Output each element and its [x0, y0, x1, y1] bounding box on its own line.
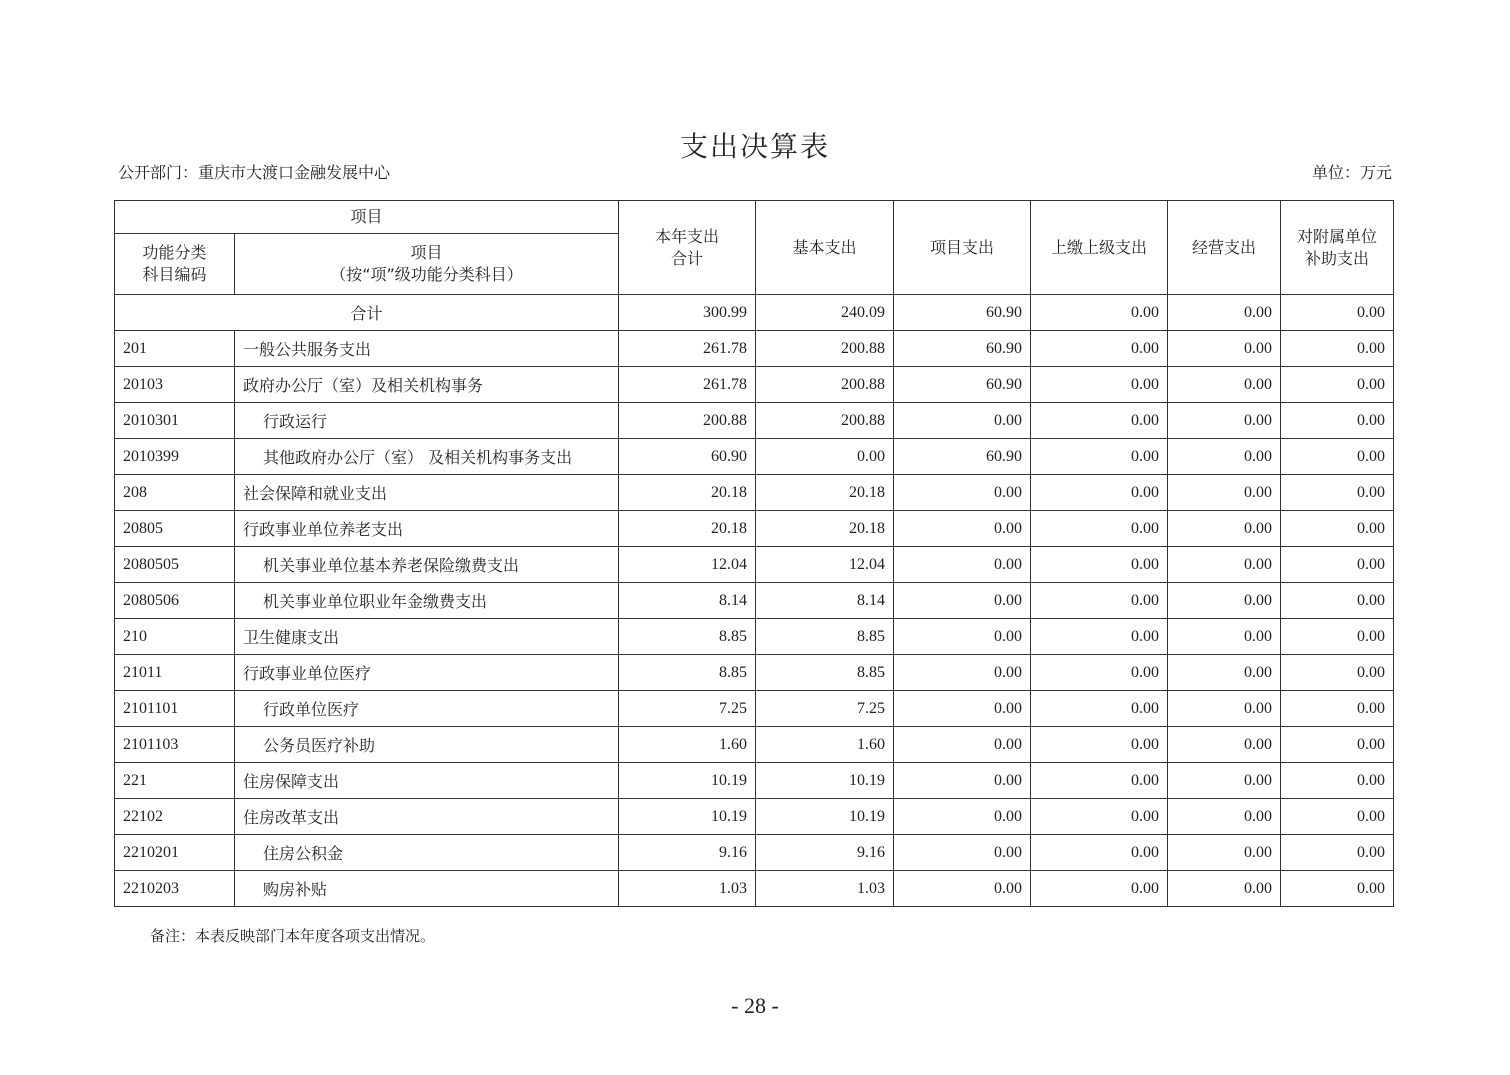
row-value: 0.00 — [894, 547, 1031, 583]
row-value: 1.60 — [756, 727, 894, 763]
row-value: 0.00 — [1031, 367, 1168, 403]
row-code: 2080505 — [115, 547, 235, 583]
table-row — [115, 655, 1394, 691]
total-value: 300.99 — [619, 295, 756, 331]
row-code: 22102 — [115, 799, 235, 835]
row-value: 8.85 — [756, 619, 894, 655]
row-value: 0.00 — [1031, 475, 1168, 511]
page-title: 支出决算表 — [679, 130, 830, 163]
row-value: 20.18 — [619, 511, 756, 547]
row-value: 200.88 — [756, 331, 894, 367]
row-value: 0.00 — [1168, 763, 1281, 799]
table-row — [115, 871, 1394, 907]
row-value: 0.00 — [894, 619, 1031, 655]
row-value: 0.00 — [1168, 835, 1281, 871]
table-header — [115, 201, 1394, 295]
row-value: 0.00 — [894, 727, 1031, 763]
row-value: 0.00 — [1281, 583, 1394, 619]
row-value: 261.78 — [619, 367, 756, 403]
table-body — [115, 295, 1394, 907]
header-name: 项目 （按“项”级功能分类科目） — [235, 234, 619, 295]
header-project-group: 项目 — [115, 201, 619, 234]
row-code: 2010301 — [115, 403, 235, 439]
row-name: 社会保障和就业支出 — [235, 475, 619, 511]
row-value: 60.90 — [894, 367, 1031, 403]
table-row — [115, 475, 1394, 511]
row-value: 60.90 — [894, 331, 1031, 367]
row-name: 一般公共服务支出 — [235, 331, 619, 367]
header-project: 项目支出 — [894, 201, 1031, 295]
row-code: 221 — [115, 763, 235, 799]
header-code: 功能分类 科目编码 — [115, 234, 235, 295]
row-value: 0.00 — [1281, 835, 1394, 871]
row-value: 0.00 — [1281, 763, 1394, 799]
row-value: 200.88 — [756, 403, 894, 439]
table-row — [115, 763, 1394, 799]
total-value: 0.00 — [1281, 295, 1394, 331]
row-value: 0.00 — [1281, 547, 1394, 583]
row-value: 0.00 — [1168, 799, 1281, 835]
row-value: 0.00 — [1168, 439, 1281, 475]
row-code: 21011 — [115, 655, 235, 691]
row-value: 0.00 — [1281, 871, 1394, 907]
row-name: 购房补贴 — [235, 871, 619, 907]
row-value: 8.85 — [619, 619, 756, 655]
row-value: 0.00 — [1031, 799, 1168, 835]
row-value: 1.60 — [619, 727, 756, 763]
row-code: 2101101 — [115, 691, 235, 727]
row-value: 0.00 — [1168, 547, 1281, 583]
row-value: 10.19 — [619, 763, 756, 799]
row-value: 0.00 — [1031, 439, 1168, 475]
row-value: 0.00 — [1031, 403, 1168, 439]
row-value: 0.00 — [756, 439, 894, 475]
total-value: 60.90 — [894, 295, 1031, 331]
row-value: 0.00 — [894, 475, 1031, 511]
table-row — [115, 367, 1394, 403]
row-value: 0.00 — [1031, 547, 1168, 583]
unit-label: 单位：万元 — [1311, 163, 1392, 182]
row-name: 行政运行 — [235, 403, 619, 439]
row-value: 0.00 — [894, 691, 1031, 727]
header-subsidy: 对附属单位 补助支出 — [1281, 201, 1394, 295]
row-value: 0.00 — [1031, 583, 1168, 619]
table-row — [115, 835, 1394, 871]
header-total: 本年支出 合计 — [619, 201, 756, 295]
row-value: 10.19 — [756, 763, 894, 799]
row-value: 0.00 — [1168, 403, 1281, 439]
row-value: 0.00 — [1281, 331, 1394, 367]
row-value: 0.00 — [1168, 691, 1281, 727]
row-value: 20.18 — [619, 475, 756, 511]
row-name: 住房保障支出 — [235, 763, 619, 799]
row-value: 0.00 — [1281, 691, 1394, 727]
row-value: 60.90 — [619, 439, 756, 475]
row-value: 200.88 — [756, 367, 894, 403]
row-value: 0.00 — [894, 763, 1031, 799]
row-value: 8.85 — [619, 655, 756, 691]
row-code: 20103 — [115, 367, 235, 403]
row-value: 0.00 — [1168, 619, 1281, 655]
row-value: 12.04 — [756, 547, 894, 583]
table-row — [115, 691, 1394, 727]
row-value: 8.14 — [756, 583, 894, 619]
row-value: 0.00 — [894, 511, 1031, 547]
row-value: 0.00 — [1168, 475, 1281, 511]
table-row — [115, 799, 1394, 835]
row-code: 208 — [115, 475, 235, 511]
row-value: 0.00 — [894, 403, 1031, 439]
row-name: 卫生健康支出 — [235, 619, 619, 655]
row-value: 0.00 — [1281, 403, 1394, 439]
row-value: 0.00 — [1168, 871, 1281, 907]
row-name: 行政事业单位医疗 — [235, 655, 619, 691]
row-value: 1.03 — [619, 871, 756, 907]
row-value: 0.00 — [1168, 655, 1281, 691]
row-value: 0.00 — [1281, 439, 1394, 475]
expenditure-table — [114, 200, 1394, 907]
header-business: 经营支出 — [1168, 201, 1281, 295]
table-row — [115, 583, 1394, 619]
total-value: 240.09 — [756, 295, 894, 331]
row-value: 0.00 — [1281, 511, 1394, 547]
row-value: 0.00 — [1281, 655, 1394, 691]
row-code: 2080506 — [115, 583, 235, 619]
row-code: 2210201 — [115, 835, 235, 871]
row-value: 10.19 — [756, 799, 894, 835]
table-row — [115, 619, 1394, 655]
header-basic: 基本支出 — [756, 201, 894, 295]
row-value: 8.85 — [756, 655, 894, 691]
row-name: 机关事业单位基本养老保险缴费支出 — [235, 547, 619, 583]
row-code: 20805 — [115, 511, 235, 547]
row-value: 0.00 — [1031, 763, 1168, 799]
total-label: 合计 — [115, 295, 619, 331]
row-value: 9.16 — [756, 835, 894, 871]
row-value: 20.18 — [756, 475, 894, 511]
row-value: 7.25 — [756, 691, 894, 727]
row-value: 10.19 — [619, 799, 756, 835]
row-value: 0.00 — [1031, 655, 1168, 691]
row-name: 住房改革支出 — [235, 799, 619, 835]
row-code: 2210203 — [115, 871, 235, 907]
row-name: 行政单位医疗 — [235, 691, 619, 727]
row-value: 0.00 — [894, 799, 1031, 835]
total-value: 0.00 — [1031, 295, 1168, 331]
row-value: 0.00 — [1168, 511, 1281, 547]
table-row — [115, 511, 1394, 547]
row-value: 0.00 — [1031, 511, 1168, 547]
row-value: 0.00 — [1031, 871, 1168, 907]
row-value: 0.00 — [1281, 727, 1394, 763]
row-value: 0.00 — [1031, 619, 1168, 655]
row-value: 60.90 — [894, 439, 1031, 475]
row-value: 0.00 — [1031, 835, 1168, 871]
row-value: 0.00 — [1168, 583, 1281, 619]
row-name: 机关事业单位职业年金缴费支出 — [235, 583, 619, 619]
footnote: 备注：本表反映部门本年度各项支出情况。 — [150, 927, 436, 945]
row-value: 0.00 — [1031, 331, 1168, 367]
row-value: 0.00 — [1168, 331, 1281, 367]
row-value: 0.00 — [1281, 799, 1394, 835]
row-value: 20.18 — [756, 511, 894, 547]
row-value: 1.03 — [756, 871, 894, 907]
row-name: 行政事业单位养老支出 — [235, 511, 619, 547]
row-value: 0.00 — [1031, 727, 1168, 763]
row-value: 0.00 — [894, 655, 1031, 691]
row-code: 210 — [115, 619, 235, 655]
row-value: 9.16 — [619, 835, 756, 871]
table-row — [115, 547, 1394, 583]
row-code: 2010399 — [115, 439, 235, 475]
row-value: 0.00 — [1281, 619, 1394, 655]
row-value: 0.00 — [894, 835, 1031, 871]
row-value: 0.00 — [1168, 367, 1281, 403]
row-name: 住房公积金 — [235, 835, 619, 871]
row-value: 8.14 — [619, 583, 756, 619]
row-value: 12.04 — [619, 547, 756, 583]
total-value: 0.00 — [1168, 295, 1281, 331]
row-value: 0.00 — [1031, 691, 1168, 727]
row-value: 0.00 — [894, 583, 1031, 619]
row-value: 0.00 — [1168, 727, 1281, 763]
table-row — [115, 331, 1394, 367]
row-name: 公务员医疗补助 — [235, 727, 619, 763]
row-value: 0.00 — [894, 871, 1031, 907]
department-label: 公开部门：重庆市大渡口金融发展中心 — [118, 163, 391, 182]
row-value: 261.78 — [619, 331, 756, 367]
total-row — [115, 295, 1394, 331]
table-row — [115, 403, 1394, 439]
row-name: 政府办公厅（室）及相关机构事务 — [235, 367, 619, 403]
row-value: 0.00 — [1281, 367, 1394, 403]
table-row — [115, 727, 1394, 763]
header-upper: 上缴上级支出 — [1031, 201, 1168, 295]
row-code: 201 — [115, 331, 235, 367]
row-value: 200.88 — [619, 403, 756, 439]
page-number: - 28 - — [731, 993, 779, 1018]
row-code: 2101103 — [115, 727, 235, 763]
row-name: 其他政府办公厅（室） 及相关机构事务支出 — [235, 439, 619, 475]
table-row — [115, 439, 1394, 475]
row-value: 7.25 — [619, 691, 756, 727]
row-value: 0.00 — [1281, 475, 1394, 511]
